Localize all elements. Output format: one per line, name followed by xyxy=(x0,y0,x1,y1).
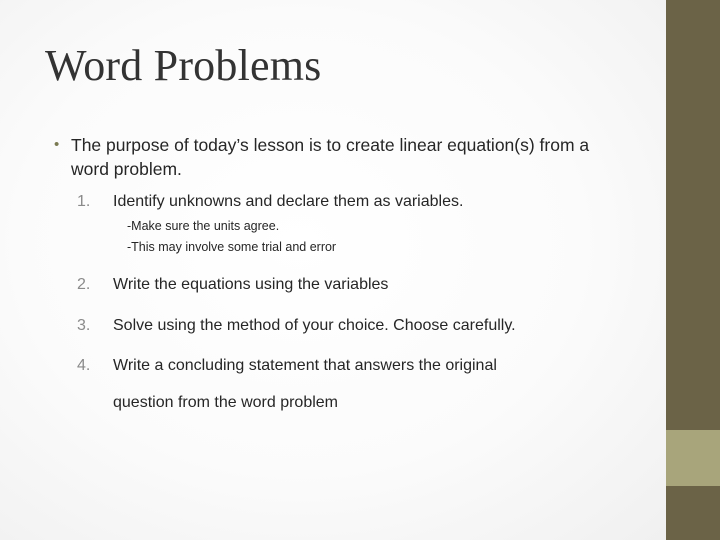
step-4-number: 4. xyxy=(77,357,91,374)
bullet-icon: • xyxy=(54,136,60,153)
main-bullet-text: The purpose of today’s lesson is to create linear equation(s) from a word problem. xyxy=(71,135,590,179)
slide-title: Word Problems xyxy=(45,41,322,90)
step-1-note-units: -Make sure the units agree. xyxy=(127,219,280,233)
step-3-number: 3. xyxy=(77,317,91,334)
sidebar-accent-band xyxy=(666,430,720,486)
step-4-continuation: question from the word problem xyxy=(113,394,338,411)
step-2-text: Write the equations using the variables xyxy=(113,276,389,293)
step-1-number: 1. xyxy=(77,193,91,210)
step-1-text: Identify unknowns and declare them as variables. xyxy=(113,193,464,210)
decorative-sidebar xyxy=(666,0,720,540)
step-4-text: Write a concluding statement that answers the original xyxy=(113,357,497,374)
step-3-text: Solve using the method of your choice. Choose carefully. xyxy=(113,317,516,334)
step-2-number: 2. xyxy=(77,276,91,293)
sidebar-bottom-band xyxy=(666,486,720,540)
step-1-note-trial: -This may involve some trial and error xyxy=(127,240,337,254)
sidebar-top-band xyxy=(666,0,720,430)
